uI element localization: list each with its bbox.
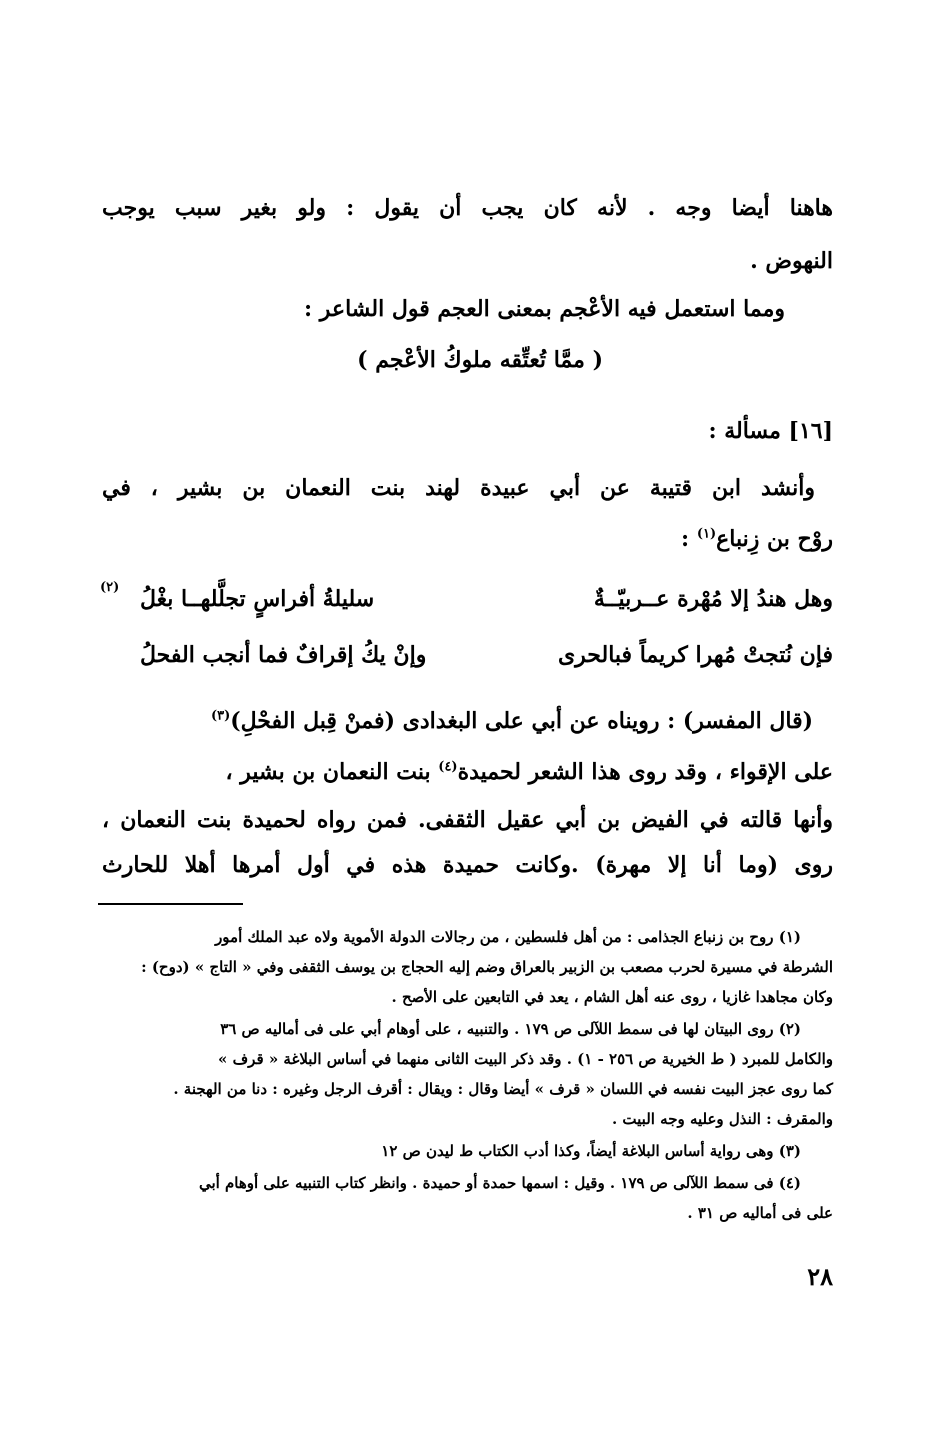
commentary-line-2-text-b: بنت النعمان بن بشير ، [225, 759, 431, 785]
body-line-1: هاهنا أيضا وجه . لأنه كان يجب أن يقول : ولو بغير سبب يوجب [102, 195, 833, 221]
commentary-line-2 [225, 757, 833, 787]
section-heading: [١٦] مسألة : [708, 418, 833, 444]
verse-1-second-hemistich: سليلةُ أفراسٍ تجلَّلهــا بغْلُ [140, 586, 375, 612]
verse-2 [100, 638, 833, 672]
footnote-4-line-2: على فى أماليه ص ٣١ . [687, 1204, 833, 1222]
verse-1: وهل هندُ إلا مُهْرة عــربيّــةٌ سليلةُ أفراسٍ تجلَّلهــا بغْلُ (٢) [100, 582, 833, 616]
footnote-2-line-4: والمقرف : النذل وعليه وجه البيت . [611, 1110, 833, 1128]
verse-1-first-hemistich: وهل هندُ إلا مُهْرة عــربيّــةٌ [593, 586, 833, 612]
footnote-3: (٣) وهى رواية أساس البلاغة أيضاً، وكذا أدب الكتاب ط ليدن ص ١٢ [381, 1142, 801, 1160]
footnote-4-line-1: (٤) فى سمط اللآلى ص ١٧٩ . وقيل : اسمها حمدة أو حميدة . وانظر كتاب التنبيه على أوهام أبي [198, 1174, 801, 1192]
footnote-marker-1: (١) [696, 526, 717, 542]
commentary-line-1 [211, 706, 813, 736]
footnote-2-line-1: (٢) روى البيتان لها فى سمط اللآلى ص ١٧٩ . والتنبيه ، على أوهام أبي على فى أماليه ص ٣٦ [220, 1020, 801, 1038]
intro-line-2-text: روْح بن زِنباع [716, 526, 833, 552]
verse-2-first-hemistich: فإن نُتجتْ مُهرا كريماً فبالحرى [557, 642, 833, 668]
commentary-line-1-text: (قال المفسر) : رويناه عن أبي على البغدادى (فمنْ قِبل الفحْلِ) [230, 708, 813, 734]
footnote-marker-3: (٣) [210, 708, 231, 724]
page-number: ٢٨ [807, 1262, 833, 1291]
poetry-intro-line: ومما استعمل فيه الأعْجم بمعنى العجم قول الشاعر : [304, 296, 785, 322]
commentary-line-4: روى (وما أنا إلا مهرة) .وكانت حميدة هذه في أول أمرها أهلا للحارث [102, 852, 833, 878]
footnote-separator [98, 903, 243, 905]
footnote-2-line-3: كما روى عجز البيت نفسه في اللسان « قرف » أيضا وقال : ويقال : أقرف الرجل وغيره : دنا من الهجنة . [173, 1080, 833, 1098]
footnote-1-line-1: (١) روح بن زنباع الجذامى : من أهل فلسطين ، من رجالات الدولة الأموية ولاه عبد الملك أمور [215, 928, 801, 946]
poetry-quote-line: ( ممَّا تُعتِّقه ملوكُ الأعْجم ) [357, 347, 603, 373]
body-line-2: النهوض . [750, 248, 833, 274]
commentary-line-3: وأنها قالته في الفيض بن أبي عقيل الثقفى. فمن رواه لحميدة بنت النعمان ، [102, 807, 833, 833]
verse-2-second-hemistich: وإنْ يكُ إقرافٌ فما أنجب الفحلُ [140, 642, 427, 668]
footnote-1-line-2: الشرطة في مسيرة لحرب مصعب بن الزبير بالعراق وضم إليه الحجاج بن يوسف الثقفى وفي « التاج » (دوح) : [141, 958, 833, 976]
intro-line-2-colon: : [681, 526, 690, 552]
footnote-marker-4: (٤) [438, 759, 458, 775]
intro-line-1: وأنشد ابن قتيبة عن أبي عبيدة لهند بنت النعمان بن بشير ، في [102, 475, 815, 501]
footnote-2-line-2: والكامل للمبرد ( ط الخيرية ص ٢٥٦ - ١) . وقد ذكر البيت الثانى منهما في أساس البلاغة « قرف » [218, 1050, 833, 1068]
footnote-1-line-3: وكان مجاهدا غازيا ، روى عنه أهل الشام ، يعد في التابعين على الأصح . [391, 988, 833, 1006]
intro-line-2 [681, 524, 833, 554]
commentary-line-2-text-a: على الإقواء ، وقد روى هذا الشعر لحميدة [457, 759, 833, 785]
